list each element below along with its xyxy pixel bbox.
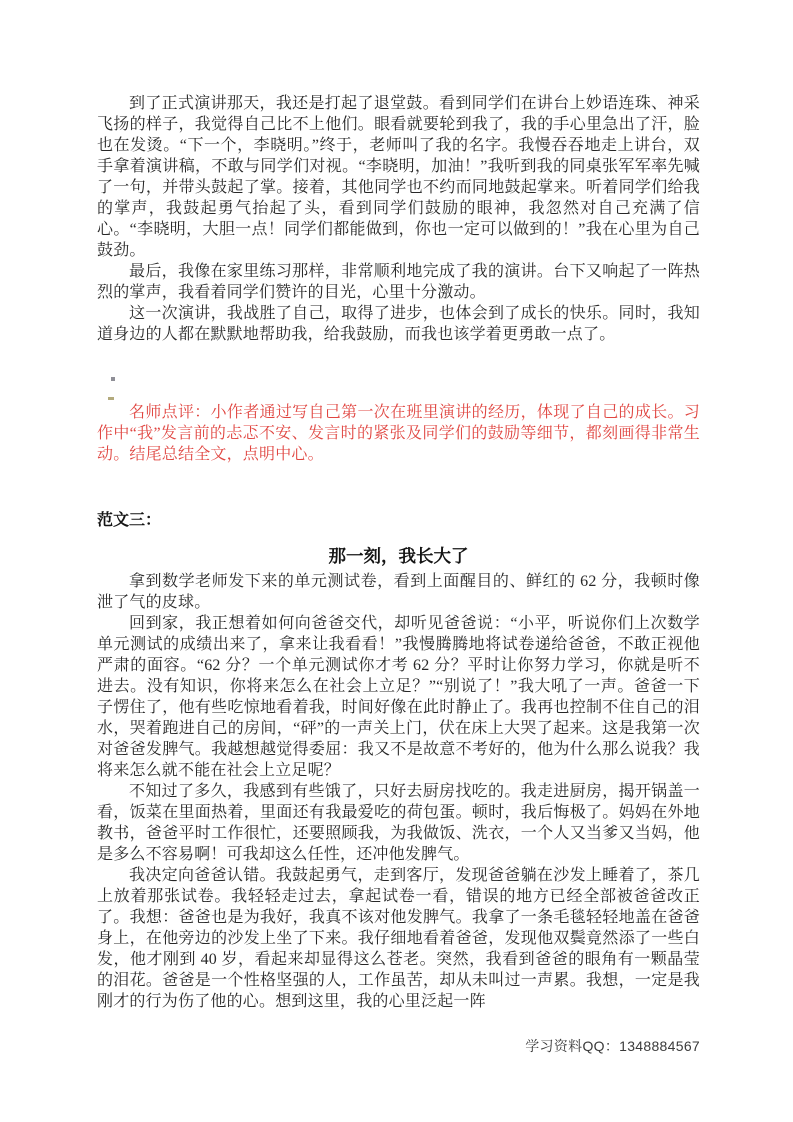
essay-paragraph: 不知过了多久，我感到有些饿了，只好去厨房找吃的。我走进厨房，揭开锅盖一看，饭菜在里面热着，里面还有我最爱吃的荷包蛋。顿时，我后悔极了。妈妈在外地教书，爸爸平时工作很忙，还要照顾我，为我做饭、洗衣，一个人又当爹又当妈，他是多么不容易啊！可我却这么任性，还冲他发脾气。: [97, 783, 700, 863]
footer-qq-label: 学习资料QQ：1348884567: [525, 1038, 700, 1054]
essay-paragraph: 到了正式演讲那天，我还是打起了退堂鼓。看到同学们在讲台上妙语连珠、神采飞扬的样子，我觉得自己比不上他们。眼看就要轮到我了，我的手心里急出了汗，脸也在发烫。“下一个，李晓明。”终于，老师叫了我的名字。我慢吞吞地走上讲台，双手拿着演讲稿，不敢与同学们对视。“李晓明，加油！”我听到我的同桌张军军率先喊了一句，并带头鼓起了掌。接着，其他同学也不约而同地鼓起掌来。听着同学们给我的掌声，我鼓起勇气抬起了头，看到同学们鼓励的眼神，我忽然对自己充满了信心。“李晓明，大胆一点！同学们都能做到，你也一定可以做到的！”我在心里为自己鼓劲。: [97, 95, 700, 259]
essay-paragraph: 拿到数学老师发下来的单元测试卷，看到上面醒目的、鲜红的 62 分，我顿时像泄了气的皮球。: [97, 573, 700, 611]
essay-paragraph: 回到家，我正想着如何向爸爸交代，却听见爸爸说：“小平，听说你们上次数学单元测试的成绩出来了，拿来让我看看！”我慢腾腾地将试卷递给爸爸，不敢正视他严肃的面容。“62 分？一个单元测试你才考 62 分？平时让你努力学习，你就是听不进去。没有知识，你将来怎么在社会上立足？”“别说了！”我大吼了一声。爸爸一下子愣住了，他有些吃惊地看着我，时间好像在此时静止了。我再也控制不住自己的泪水，哭着跑进自己的房间，“砰”的一声关上门，伏在床上大哭了起来。这是我第一次对爸爸发脾气。我越想越觉得委屈：我又不是故意不考好的，他为什么那么说我？我将来怎么就不能在社会上立足呢？: [97, 615, 700, 779]
empty-paragraph-mark-icon: [108, 397, 114, 400]
essay-title: 那一刻，我长大了: [328, 546, 469, 566]
essay-paragraph: 我决定向爸爸认错。我鼓起勇气，走到客厅，发现爸爸躺在沙发上睡着了，茶几上放着那张试卷。我轻轻走过去，拿起试卷一看，错误的地方已经全部被爸爸改正了。我想：爸爸也是为我好，我真不该对他发脾气。我拿了一条毛毯轻轻地盖在爸爸身上，在他旁边的沙发上坐了下来。我仔细地看着爸爸，发现他双鬓竟然添了一些白发，他才刚到 40 岁，看起来却显得这么苍老。突然，我看到爸爸的眼角有一颗晶莹的泪花。爸爸是一个性格坚强的人，工作虽苦，却从未叫过一声累。我想，一定是我刚才的行为伤了他的心。想到这里，我的心里泛起一阵: [97, 867, 700, 1010]
teacher-comment: 名师点评：小作者通过写自己第一次在班里演讲的经历，体现了自己的成长。习作中“我”发言前的忐忑不安、发言时的紧张及同学们的鼓励等细节，都刻画得非常生动。结尾总结全文，点明中心。: [97, 404, 700, 463]
document-content: [97, 93, 700, 1012]
essay-paragraph: 最后，我像在家里练习那样，非常顺利地完成了我的演讲。台下又响起了一阵热烈的掌声，我看着同学们赞许的目光，心里十分激动。: [97, 263, 700, 301]
essay-paragraph: 这一次演讲，我战胜了自己，取得了进步，也体会到了成长的快乐。同时，我知道身边的人都在默默地帮助我，给我鼓励，而我也该学着更勇敢一点了。: [97, 305, 700, 343]
section-heading: 范文三：: [97, 512, 162, 529]
empty-paragraph-mark-icon: [111, 377, 115, 381]
